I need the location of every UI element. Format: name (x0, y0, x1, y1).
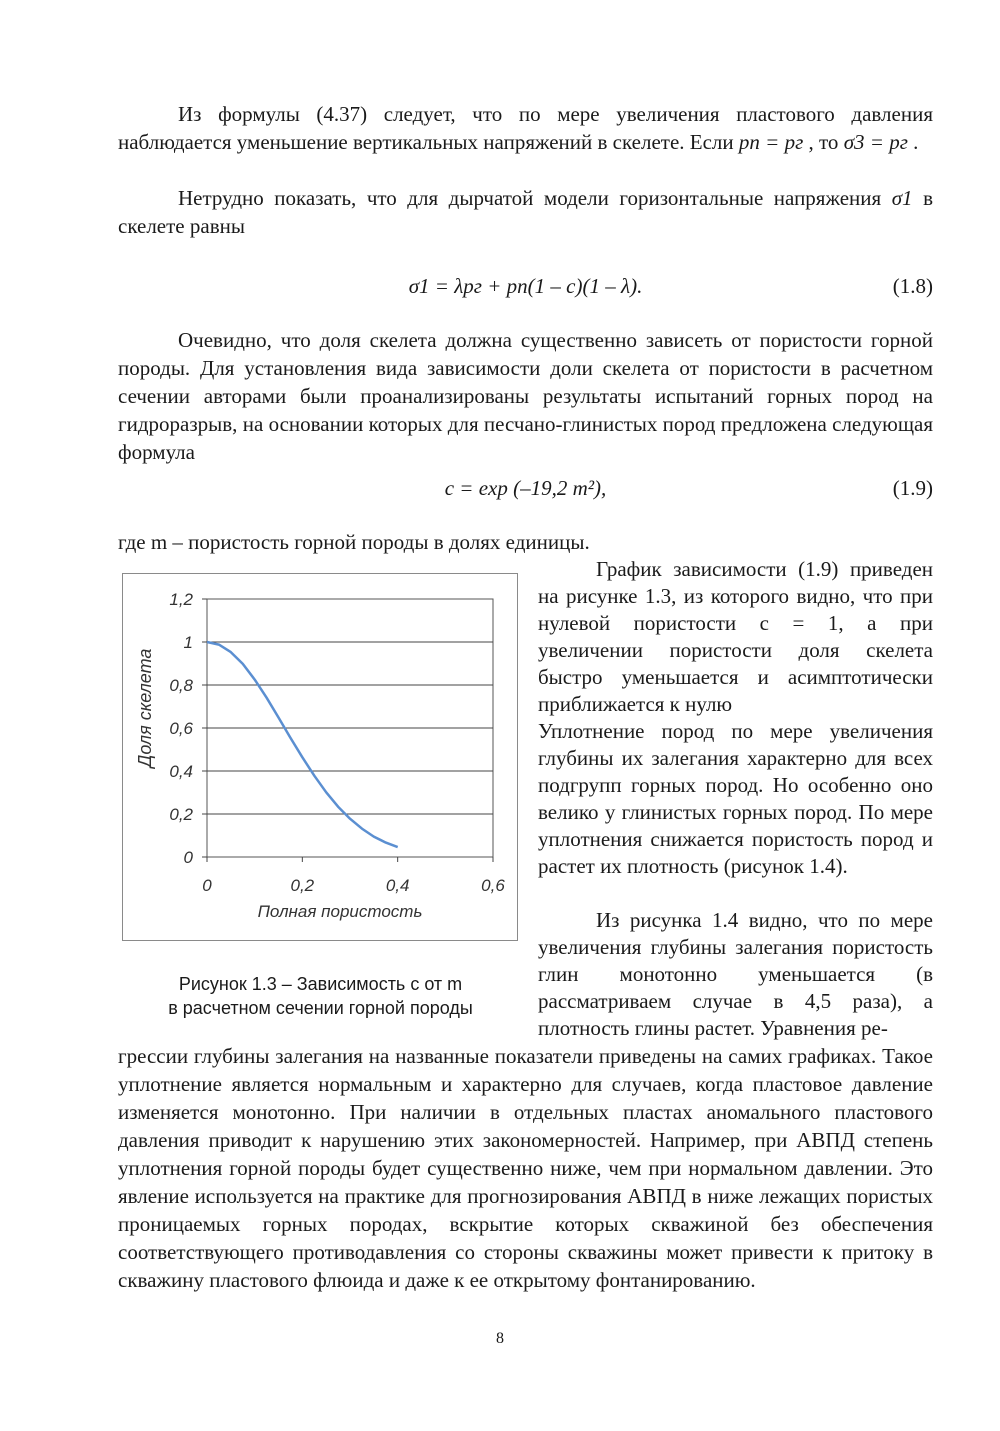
inline-symbol-sigma1: σ1 (891, 186, 913, 210)
inline-equation-pressure: pп = pг (738, 130, 804, 154)
formula-1-9-number: (1.9) (892, 476, 933, 500)
x-tick-label: 0,6 (481, 876, 505, 895)
inline-equation-sigma3: σ3 = pг (843, 130, 908, 154)
y-tick-label: 1 (183, 633, 193, 652)
formula-1-9-expression: c = exp (–19,2 m²), (444, 476, 607, 500)
side-paragraph-2: Уплотнение пород по мере увеличения глубины их залегания характерно для всех подгрупп горных пород. Но особенно оно велико у глинистых горных пород. По мере уплотнения снижается пористость пород и растет их плотность (рисунок 1.4). (538, 719, 933, 878)
formula-1-8-expression: σ1 = λpг + pп(1 – c)(1 – λ). (408, 274, 643, 298)
formula-1-9 (118, 474, 933, 502)
y-axis-label: Доля скелета (135, 648, 155, 768)
caption-line-1: Рисунок 1.3 – Зависимость c от m (178, 974, 463, 994)
x-tick-label: 0,2 (290, 876, 315, 895)
y-tick-label: 0,6 (169, 719, 193, 738)
chart-svg (123, 574, 519, 942)
formula-1-8 (118, 272, 933, 300)
figure-1-3-caption (118, 972, 523, 1020)
y-tick-label: 1,2 (169, 590, 193, 609)
y-tick-label: 0,8 (169, 676, 193, 695)
paragraph-1-text-c: . (907, 130, 919, 154)
side-paragraph-1: График зависимости (1.9) приведен на рисунке 1.3, из которого видно, что при нулевой пористости c = 1, а при увеличении пористости доля скелета быстро уменьшается и асимптотически приближается к нулю (538, 557, 933, 716)
paragraph-2-text-a: Нетрудно показать, что для дырчатой модели горизонтальные напряжения (178, 186, 892, 210)
page-number: 8 (496, 1330, 504, 1347)
series-line (207, 642, 398, 847)
paragraph-2 (118, 184, 933, 240)
formula-1-8-number: (1.8) (892, 274, 933, 298)
x-axis-label: Полная пористость (257, 902, 423, 921)
paragraph-2-text-b: в скелете равны (118, 186, 933, 238)
caption-line-2: в расчетном сечении горной породы (168, 998, 473, 1018)
paragraph-5: грессии глубины залегания на названные показатели приведены на самих графиках. Такое уплотнение является нормальным и характерно для случаев, когда пластовое давление изменяется монотонно. При наличии в отдельных пластах аномального пластового давления приводит к нарушению этих закономерностей. Например, при АВПД степень уплотнения горной породы будет существенно ниже, чем при нормальном давлении. Это явление используется на практике для прогнозирования АВПД в ниже лежащих пористых проницаемых горных породах, вскрытие которых скважиной без обеспечения соответствующего противодавления со стороны скважины может привести к притоку в скважину пластового флюида и даже к ее открытому фонтанированию. (118, 1044, 933, 1292)
paragraph-1-text-b: , то (803, 130, 844, 154)
figure-1-3-chart (122, 573, 518, 941)
paragraph-3: Очевидно, что доля скелета должна существенно зависеть от пористости горной породы. Для установления вида зависимости доли скелета от пористости в расчетном сечении авторами были проанализированы результаты испытаний горных пород на гидроразрыв, на основании которых для песчано-глинистых пород предложена следующая формула (118, 328, 933, 464)
paragraph-1 (118, 100, 933, 156)
side-paragraph-3: Из рисунка 1.4 видно, что по мере увеличения глубины залегания пористость глин монотонно уменьшается (в рассматриваем случае в 4,5 раза), а плотность глины растет. Уравнения ре- (538, 908, 933, 1040)
paragraph-1-text-a: Из формулы (4.37) следует, что по мере увеличения пластового давления наблюдается уменьшение вертикальных напряжений в скелете. Если (118, 102, 933, 154)
paragraph-4: где m – пористость горной породы в долях единицы. (118, 530, 590, 554)
y-tick-label: 0 (183, 848, 193, 867)
x-tick-label: 0,4 (385, 876, 410, 895)
x-tick-label: 0 (202, 876, 212, 895)
y-tick-label: 0,4 (169, 762, 193, 781)
y-tick-label: 0,2 (169, 805, 193, 824)
